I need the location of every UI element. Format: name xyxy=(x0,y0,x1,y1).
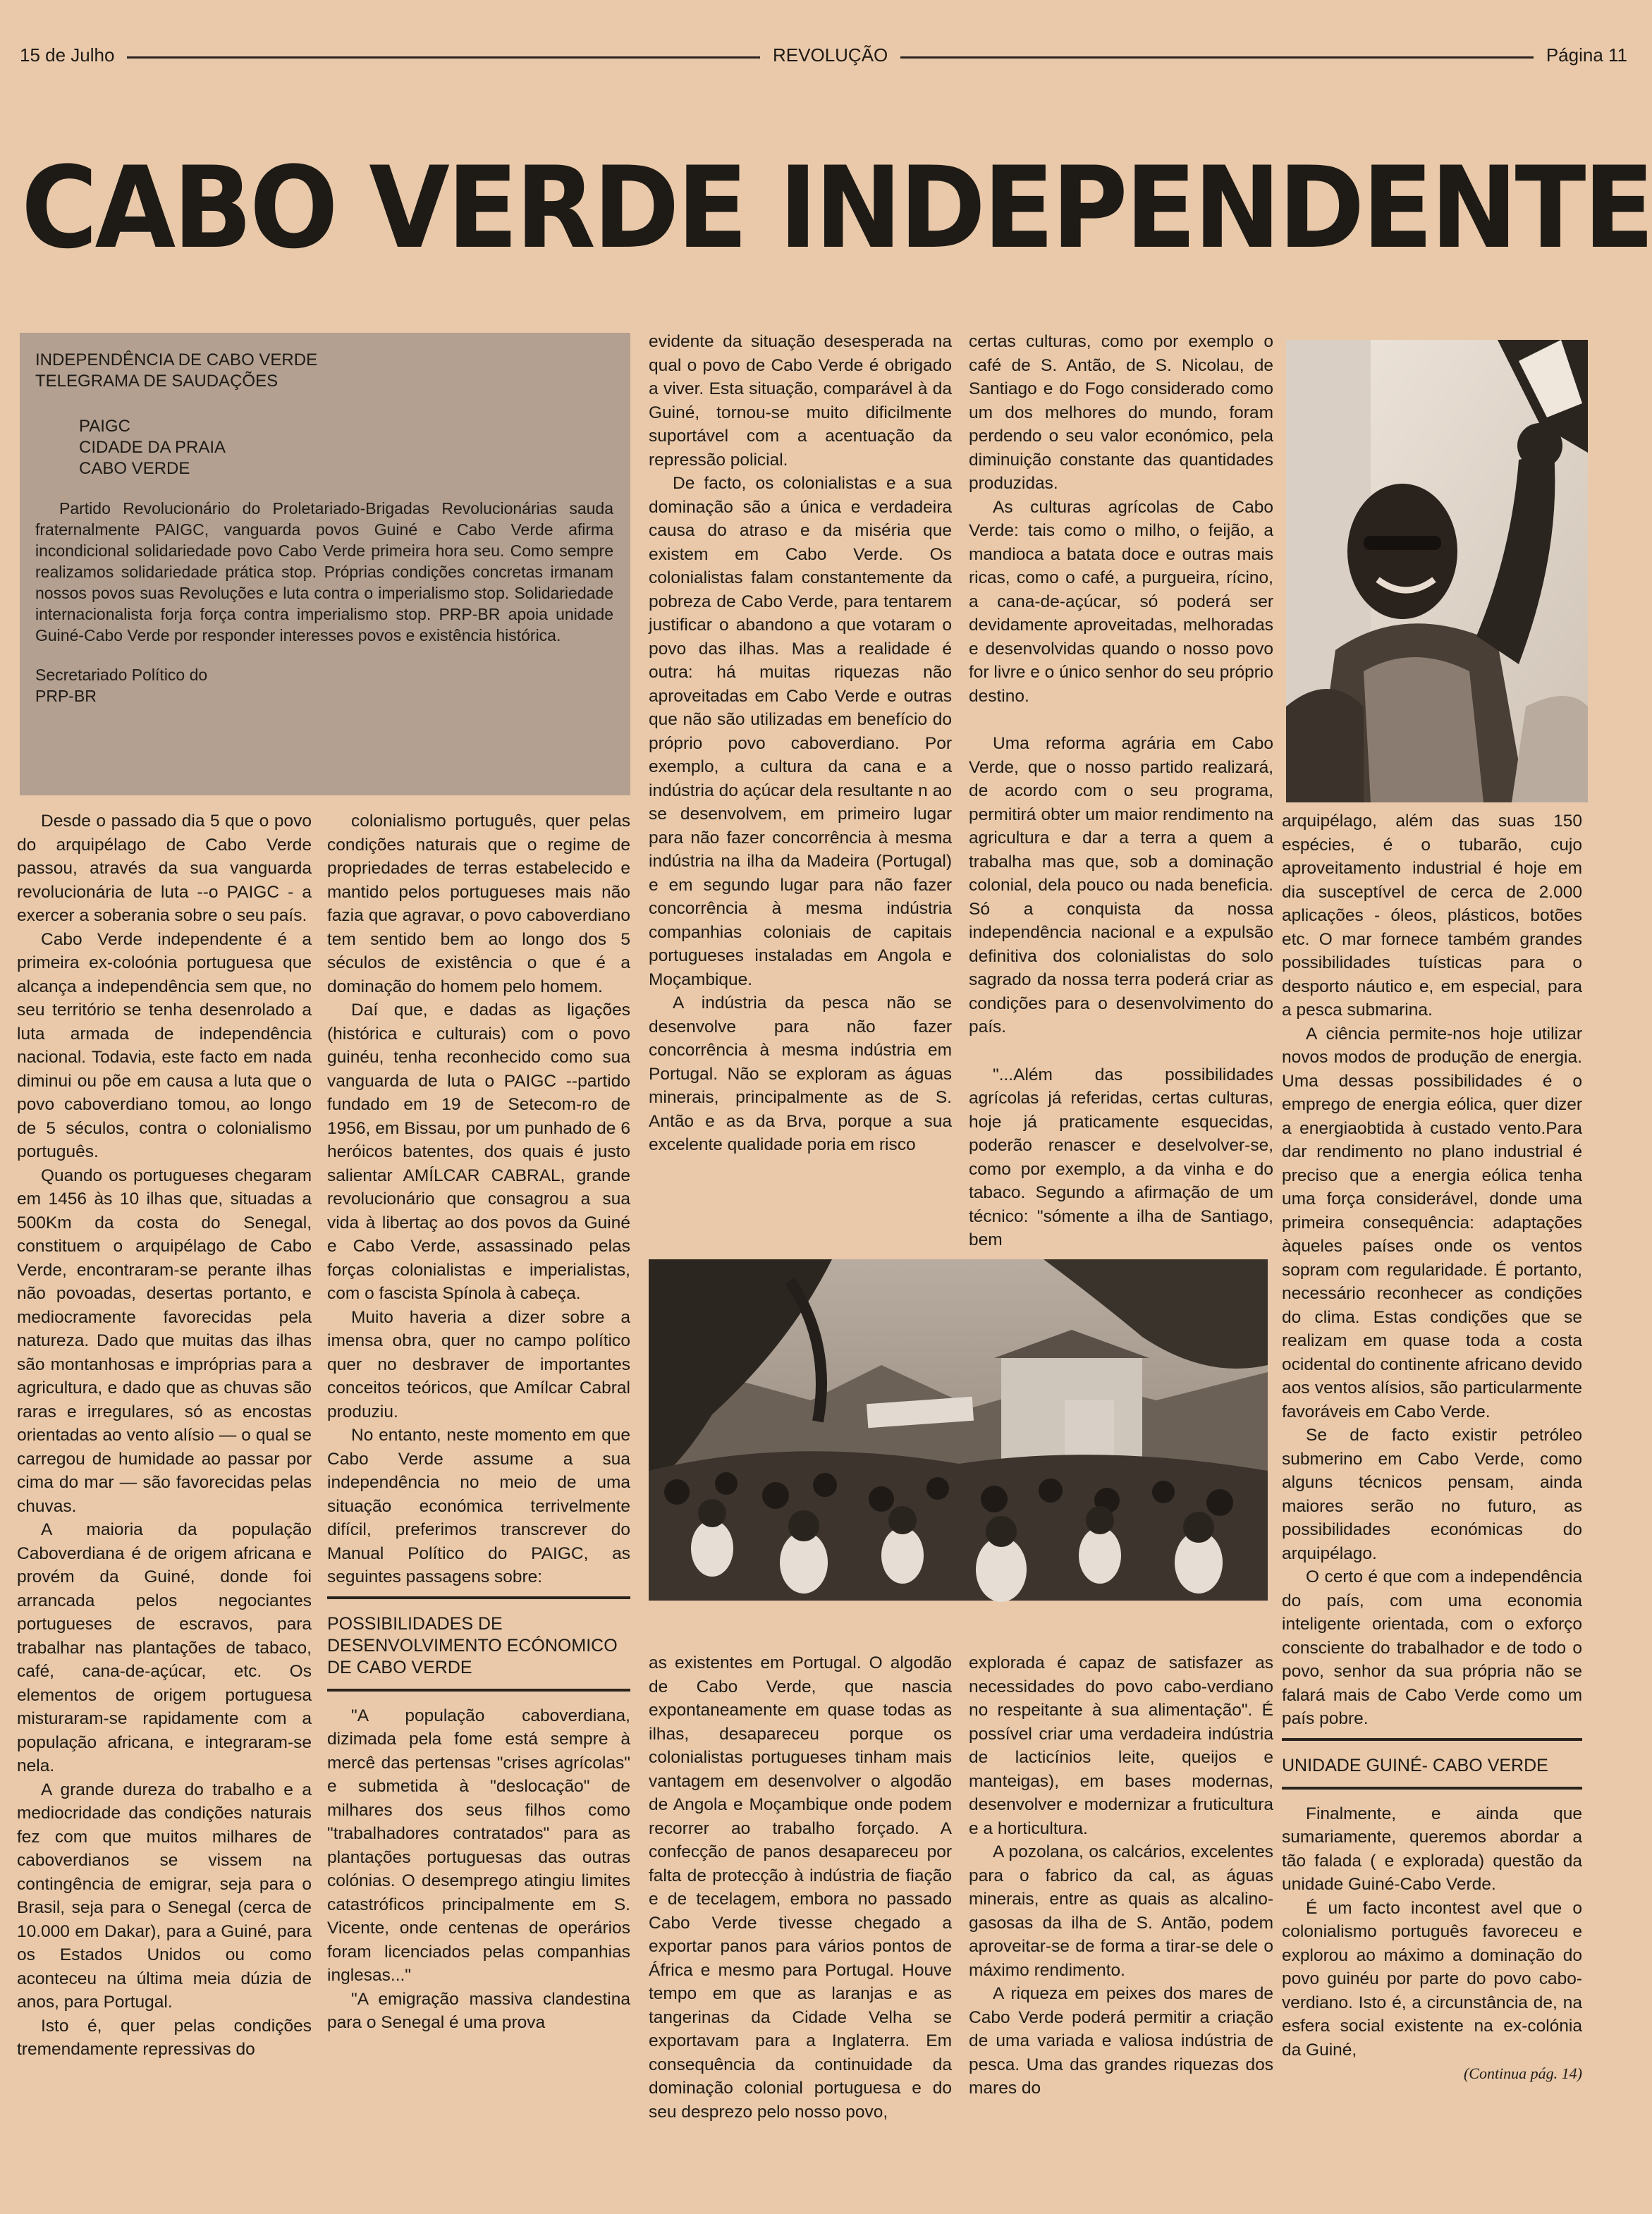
telegram-signature-line1: Secretariado Político do xyxy=(35,666,208,684)
paragraph: Finalmente, e ainda que sumariamente, queremos abordar a tão falada ( e explorada) questão da unidade Guiné-Cabo Verde. xyxy=(1282,1804,1582,1894)
header-rule-left xyxy=(127,56,760,59)
telegram-address-line2: CIDADE DA PRAIA xyxy=(79,438,226,457)
telegram-signature xyxy=(35,664,613,707)
telegram-box xyxy=(20,333,630,795)
paragraph: A ciência permite-nos hoje utilizar novos modos de produção de energia. Uma dessas possibilidades é o emprego de energia eólica, quer dizer a energiaobtida à custado vento.Para dar rendimento no plano industrial é preciso que a energia eólica tenha uma força considerável, donde uma primeira consequência: adaptações àqueles países onde os ventos sopram com regularidade. É portanto, necessário reconhecer as condições do clima. Estas condições que se realizam em quase toda a costa ocidental do continente africano devido aos ventos alísios, são particularmente favoráveis em Cabo Verde. xyxy=(1282,1024,1582,1421)
portrait-photo-image xyxy=(1286,340,1588,802)
telegram-address-line1: PAIGC xyxy=(79,417,130,436)
paragraph: No entanto, neste momento em que Cabo Verde assume a sua independência no meio de uma situação económica terrivelmente difícil, preferimos transcrever do Manual Político do PAIGC, as seguintes passagens sobre: xyxy=(327,1426,630,1586)
paragraph: A pozolana, os calcários, excelentes para o fabrico da cal, as águas minerais, entre as quais as alcalino-gasosas da ilha de S. Antão, podem aproveitar-se de forma a tirar-se dele o máximo rendimento. xyxy=(969,1842,1273,1980)
paragraph: A riqueza em peixes dos mares de Cabo Verde poderá permitir a criação de uma variada e valiosa indústria de pesca. Uma das grandes riquezas dos mares do xyxy=(969,1984,1273,2098)
header-page-number: Página 11 xyxy=(1546,44,1628,66)
telegram-title-line2: TELEGRAMA DE SAUDAÇÕES xyxy=(35,372,279,391)
paragraph: "A população caboverdiana, dizimada pela fome está sempre à mercê das pertensas "crises agrícolas" e submetida à "deslocação" de milhares dos seus filhos como "trabalhadores contratados" para as plantações portuguesas das outras colónias. O desemprego atingiu limites catastróficos principalmente em S. Vicente, onde centenas de operários foram licenciados pelas companhias inglesas..." xyxy=(327,1706,630,1985)
portrait-photo xyxy=(1286,340,1588,802)
paragraph: A grande dureza do trabalho e a mediocridade das condições naturais fez com que muitos milhares de caboverdianos se vissem na contingência de emigrar, seja para o Brasil, seja para o Senegal (cerca de 10.000 em Dakar), para a Guiné, para os Estados Unidos ou como aconteceu na última meia dúzia de anos, para Portugal. xyxy=(17,1780,312,2012)
paragraph: A indústria da pesca não se desenvolve para não fazer concorrência à mesma indústria em Portugal. Não se exploram as águas minerais, principalmente as de S. Antão e as da Brva, porque a sua excelente qualidade poria em risco xyxy=(649,993,952,1154)
article-column-5 xyxy=(1282,809,1582,2155)
section-subhead-possibilidades: POSSIBILIDADES DE DESENVOLVIMENTO ECÓNOMICO DE CABO VERDE xyxy=(327,1596,630,1692)
crowd-photo xyxy=(649,1259,1268,1601)
paragraph: arquipélago, além das suas 150 espécies, é o tubarão, cujo aproveitamento industrial é hoje em dia susceptível de cerca de 2.000 aplicações - óleos, plásticos, botões etc. O mar fornece também grandes possibilidades tuísticas para o desporto náutico e, em especial, para a pesca submarina. xyxy=(1282,812,1582,1020)
telegram-signature-line2: PRP-BR xyxy=(35,687,97,705)
headline: CABO VERDE INDEPENDENTE xyxy=(21,142,1652,274)
paragraph: certas culturas, como por exemplo o café de S. Antão, de S. Nicolau, de Santiago e do Fogo considerado como um dos melhores do mundo, foram perdendo o seu valor económico, pela diminuição constante das quantidades produzidas. xyxy=(969,332,1273,493)
paragraph: as existentes em Portugal. O algodão de Cabo Verde, que nascia expontaneamente em quase todas as ilhas, desapareceu porque os colonialistas portugueses tinham mais vantagem em desenvolver o algodão de Angola e Moçambique onde podem recorrer ao trabalho forçado. A confecção de panos desapareceu por falta de protecção à indústria de fiação e de tecelagem, embora no passado Cabo Verde tivesse chegado a exportar panos para vários pontos de África e mesmo para Portugal. Houve tempo em que as laranjas e as tangerinas da Cidade Velha se exportavam para a Inglaterra. Em consequência da continuidade da dominação colonial portuguesa e do seu desprezo pelo nosso povo, xyxy=(649,1653,952,2122)
paragraph: explorada é capaz de satisfazer as necessidades do povo cabo-verdiano no respeitante à sua alimentação". É possível criar uma verdadeira indústria de lacticínios leite, queijos e manteigas), em bases modernas, desenvolver e modernizar a fruticultura e a horticultura. xyxy=(969,1653,1273,1838)
running-header xyxy=(20,41,1627,69)
paragraph: Muito haveria a dizer sobre a imensa obra, quer no campo político quer no desbraver de importantes conceitos teóricos, que Amílcar Cabral produziu. xyxy=(327,1307,630,1421)
paragraph: De facto, os colonialistas e a sua dominação são a única e verdadeira causa do atraso e da miséria que existem em Cabo Verde. Os colonialistas falam constantemente da pobreza de Cabo Verde, para tentarem justificar o abandono a que votaram o povo das ilhas. Mas a realidade é outra: há muitas riquezas não aproveitadas em Cabo Verde e outras que não são utilizadas em benefício do próprio povo caboverdiano. Por exemplo, a cultura da cana e a indústria do açúcar dela resultante n ao se desenvolvem, em primeiro lugar para não fazer concorrência à mesma indústria na ilha da Madeira (Portugal) e em segundo lugar para não fazer concorrência à mesma indústria companhias coloniais de capitais portugueses instaladas em Angola e Moçambique. xyxy=(649,474,952,989)
paragraph: O certo é que com a independência do país, com uma economia inteligente orientada, com o exforço consciente do trabalhador e de todo o povo, senhor da sua própria não se falará mais de Cabo Verde como um país pobre. xyxy=(1282,1567,1582,1728)
paragraph: evidente da situação desesperada na qual o povo de Cabo Verde é obrigado a viver. Esta situação, comparável à da Guiné, tornou-se muito dificilmente suportável com a acentuação da repressão policial. xyxy=(649,332,952,470)
paragraph: "...Além das possibilidades agrícolas já referidas, certas culturas, hoje já praticamente esquecidas, poderão renascer e deselvolver-se, como por exemplo, a da vinha e do tabaco. Segundo a afirmação de um técnico: "sómente a ilha de Santiago, bem xyxy=(969,1065,1273,1249)
continued-note: (Continua pág. 14) xyxy=(1463,2065,1582,2082)
article-column-4-bottom xyxy=(969,1651,1273,2145)
telegram-title xyxy=(35,350,613,392)
paragraph: Desde o passado dia 5 que o povo do arquipélago de Cabo Verde passou, através da sua vanguarda revolucionária de luta --o PAIGC - a exercer a soberania sobre o seu país. xyxy=(17,812,312,925)
paragraph: Uma reforma agrária em Cabo Verde, que o nosso partido realizará, de acordo com o seu programa, permitirá obter um maior rendimento na agricultura e dar a terra a quem a trabalha mas que, sob a dominação colonial, dela pouco ou nada beneficia. Só a conquista da nossa independência nacional e a expulsão definitiva dos colonialistas do solo sagrado da nossa terra poderá criar as condições para o desenvolvimento do país. xyxy=(969,734,1273,1036)
crowd-photo-image xyxy=(649,1259,1268,1601)
paragraph: É um facto incontest avel que o colonialismo português favoreceu e explorou ao máximo a dominação do povo guinéu por parte do povo cabo-verdiano. Isto é, a circunstância de, na esfera social existente na ex-colónia da Guiné, xyxy=(1282,1898,1582,2060)
paragraph: Se de facto existir petróleo submerino em Cabo Verde, como alguns técnicos pensam, ainda maiores serão no futuro, as possibilidades económicas do arquipélago. xyxy=(1282,1426,1582,1563)
header-publication: REVOLUÇÃO xyxy=(773,44,888,66)
paragraph: Isto é, quer pelas condições tremendamente repressivas do xyxy=(17,2016,312,2059)
telegram-address xyxy=(79,416,613,479)
header-date: 15 de Julho xyxy=(20,44,115,66)
section-subhead-unidade: UNIDADE GUINÉ- CABO VERDE xyxy=(1282,1738,1582,1790)
header-rule-right xyxy=(900,56,1534,59)
article-column-3-top xyxy=(649,330,952,1240)
telegram-address-line3: CABO VERDE xyxy=(79,459,190,478)
article-column-1 xyxy=(17,809,312,2149)
paragraph: A maioria da população Caboverdiana é de origem africana e provém da Guiné, donde foi arrancada pelos negociantes portugueses de escravos, para trabalhar nas plantações de tabaco, café, cana-de-açúcar, etc. Os elementos de origem portuguesa misturaram-se rapidamente com a população africana, e integraram-se nela. xyxy=(17,1520,312,1775)
paragraph: As culturas agrícolas de Cabo Verde: tais como o milho, o feijão, a mandioca a batata doce e outras mais ricas, como o café, a purgueira, rícino, a cana-de-açúcar, só poderá ser devidamente aproveitadas, melhoradas e desenvolvidas quando o nosso povo for livre e o único senhor do seu próprio destino. xyxy=(969,497,1273,706)
paragraph: Cabo Verde independente é a primeira ex-coloónia portuguesa que alcança a independência sem que, no seu território se tenha desenrolado a luta armada de independência nacional. Todavia, este facto em nada diminui ou põe em causa a luta que o povo caboverdiano tomou, ao longo de 5 séculos, contra o colonialismo português. xyxy=(17,929,312,1161)
article-column-3-bottom xyxy=(649,1651,952,2145)
article-column-4-top xyxy=(969,330,1273,1249)
paragraph: Quando os portugueses chegaram em 1456 às 10 ilhas que, situadas a 500Km da costa do Senegal, constituem o arquipélago de Cabo Verde, encontraram-se perante ilhas não povoadas, desertas portanto, e mediocramente favorecidas pela natureza. Dado que muitas das ilhas são montanhosas e impróprias para a agricultura, e dado que as chuvas são raras e irregulares, só as encostas orientadas ao vento alísio — o qual se carregou de humidade ao passar por cima do mar — são favorecidas pelas chuvas. xyxy=(17,1166,312,1516)
telegram-body: Partido Revolucionário do Proletariado-Brigadas Revolucionárias sauda fraternalmente PAIGC, vanguarda povos Guiné e Cabo Verde afirma incondicional solidariedade povo Cabo Verde primeira hora seu. Como sempre realizamos solidariedade prática stop. Próprias condições concretas irmanam nossos povos suas Revoluções e luta contra o imperialismo stop. Solidariedade internacionalista forja força contra imperialismo stop. PRP-BR apoia unidade Guiné-Cabo Verde por responder interesses povos e existência histórica. xyxy=(35,499,613,644)
telegram-title-line1: INDEPENDÊNCIA DE CABO VERDE xyxy=(35,350,318,369)
article-column-2 xyxy=(327,809,630,2149)
paragraph: Daí que, e dadas as ligações (histórica e culturais) com o povo guinéu, tenha reconhecido como sua vanguarda de luta o PAIGC --partido fundado em 19 de Setecom-ro de 1956, em Bissau, por um punhado de 6 heróicos batentes, dos quais é justo salientar AMÍLCAR CABRAL, grande revolucionário que consagrou a sua vida à libertaç ao dos povos da Guiné e Cabo Verde, assassinado pelas forças colonialistas e imperialistas, com o fascista Spínola à cabeça. xyxy=(327,1001,630,1303)
paragraph: "A emigração massiva clandestina para o Senegal é uma prova xyxy=(327,1989,630,2032)
paragraph: colonialismo português, quer pelas condições naturais que o regime de propriedades de terras estabelecido e mantido pelos portugueses mais não fazia que agravar, o povo caboverdiano tem sentido bem ao longo dos 5 séculos de existência o que é a dominação do homem pelo homem. xyxy=(327,812,630,996)
